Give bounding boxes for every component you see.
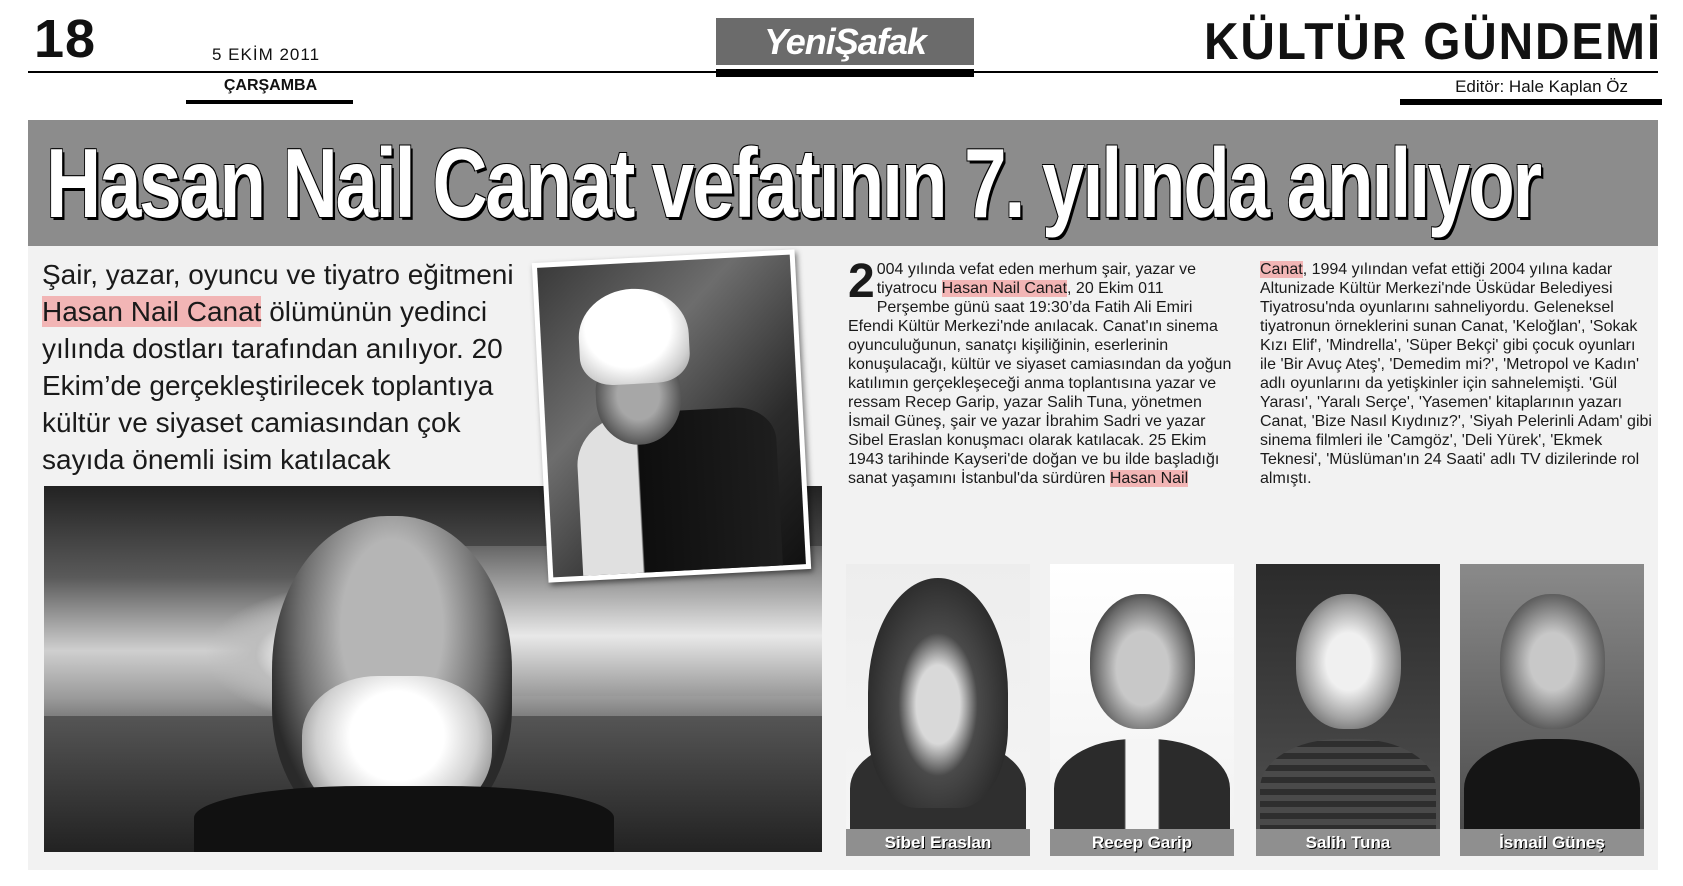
issue-date: 5 EKİM 2011 — [212, 45, 321, 64]
headline: Hasan Nail Canat vefatının 7. yılında anılıyor — [46, 128, 1540, 238]
day-underline — [186, 100, 353, 104]
article-text-3: , 1994 yılından vefat ettiği 2004 yılına kadar Altunizade Kültür Merkezi'nde Üsküdar Belediyesi Tiyatrosu'nda oyunlarını sahneliyordu. Geleneksel tiyatronun örneklerini sunan Canat, 'Keloğlan', 'Sokak Kızı Elif', 'Mindrella', 'Süper Bekçi' gibi çocuk oyunları ile 'Bir Avuç Ateş', 'Demedim mi?', 'Metropol ve Kadın' adlı oyunlarını da yetişkinler için sahnelemişti. 'Gül Yarası', 'Yaralı Serçe', 'Yasemen' kitaplarının yazarı Canat, 'Bize Nasıl Kıydınız?', 'Siyah Pelerinli Adam' gibi sinema filmleri ile 'Camgöz', 'Deli Yürek', 'Ekmek Teknesi', 'Müslüman'ın 24 Saati' adlı TV dizilerinde rol almıştı. — [1260, 261, 1652, 487]
portrait-salih-tuna — [1256, 564, 1440, 856]
portrait-ismail-gunes — [1460, 564, 1644, 856]
headline-band — [28, 120, 1658, 246]
lead-paragraph — [42, 256, 542, 478]
editor-underline — [1400, 99, 1662, 105]
article-column-1 — [848, 255, 1240, 488]
portrait-caption: Recep Garip — [1050, 829, 1234, 856]
logo-underline — [716, 69, 974, 77]
article-text-1: 004 yılında vefat eden merhum şair, yazar ve tiyatrocu — [876, 261, 1196, 297]
article-text-2: , 20 Ekim 011 Perşembe günü saat 19:30’da Fatih Ali Emiri Efendi Kültür Merkezi'nde anılacak. Canat'ın sinema oyunculuğunun, sanatçı kişiliğinin, eserlerinin konuşulacağı, kültür ve siyaset camiasından da yoğun katılımın gerçekleşeceği anma toplantısına yazar ve ressam Recep Garip, yazar Salih Tuna, yönetmen İsmail Güneş, şair ve yazar İbrahim Sadri ve yazar Sibel Eraslan konuşmacı olarak katılacak. 25 Ekim 1943 tarihinde Kayseri'de doğan ve bu ilde başladığı sanat yaşamını İstanbul'da sürdüren — [848, 280, 1232, 487]
portrait-head — [1090, 594, 1195, 729]
article-column-2 — [1260, 260, 1652, 488]
portrait-head — [1296, 594, 1401, 729]
article-highlighted-name-3: Canat — [1260, 261, 1303, 278]
inset-photo-robe — [575, 406, 784, 578]
portrait-sibel-eraslan — [846, 564, 1030, 856]
editor-credit: Editör: Hale Kaplan Öz — [1455, 77, 1628, 96]
portrait-caption: Salih Tuna — [1256, 829, 1440, 856]
portrait-caption: İsmail Güneş — [1460, 829, 1644, 856]
inset-photo-turban — [576, 286, 691, 387]
portrait-recep-garip — [1050, 564, 1234, 856]
lead-text-part2: ölümünün yedinci yılında dostları tarafından anılıyor. 20 Ekim’de gerçekleştirilecek toplantıya kültür ve siyaset camiasından çok sayıda önemli isim katılacak — [42, 296, 503, 475]
drop-cap: 2 — [848, 255, 875, 308]
section-title: KÜLTÜR GÜNDEMİ — [1203, 13, 1662, 71]
inset-photo — [532, 249, 811, 582]
newspaper-logo: YeniŞafak — [716, 18, 974, 65]
portrait-head — [1500, 594, 1605, 729]
page-number: 18 — [34, 9, 97, 69]
inset-photo-image — [537, 255, 806, 578]
issue-day: ÇARŞAMBA — [223, 77, 318, 94]
portrait-caption: Sibel Eraslan — [846, 829, 1030, 856]
main-photo-shirt — [194, 786, 614, 852]
lead-text-part1: Şair, yazar, oyuncu ve tiyatro eğitmeni — [42, 259, 514, 290]
lead-highlighted-name: Hasan Nail Canat — [42, 296, 262, 327]
article-highlighted-name: Hasan Nail Canat — [941, 280, 1068, 297]
article-highlighted-name-2: Hasan Nail — [1109, 470, 1189, 487]
portrait-head — [868, 578, 1008, 808]
